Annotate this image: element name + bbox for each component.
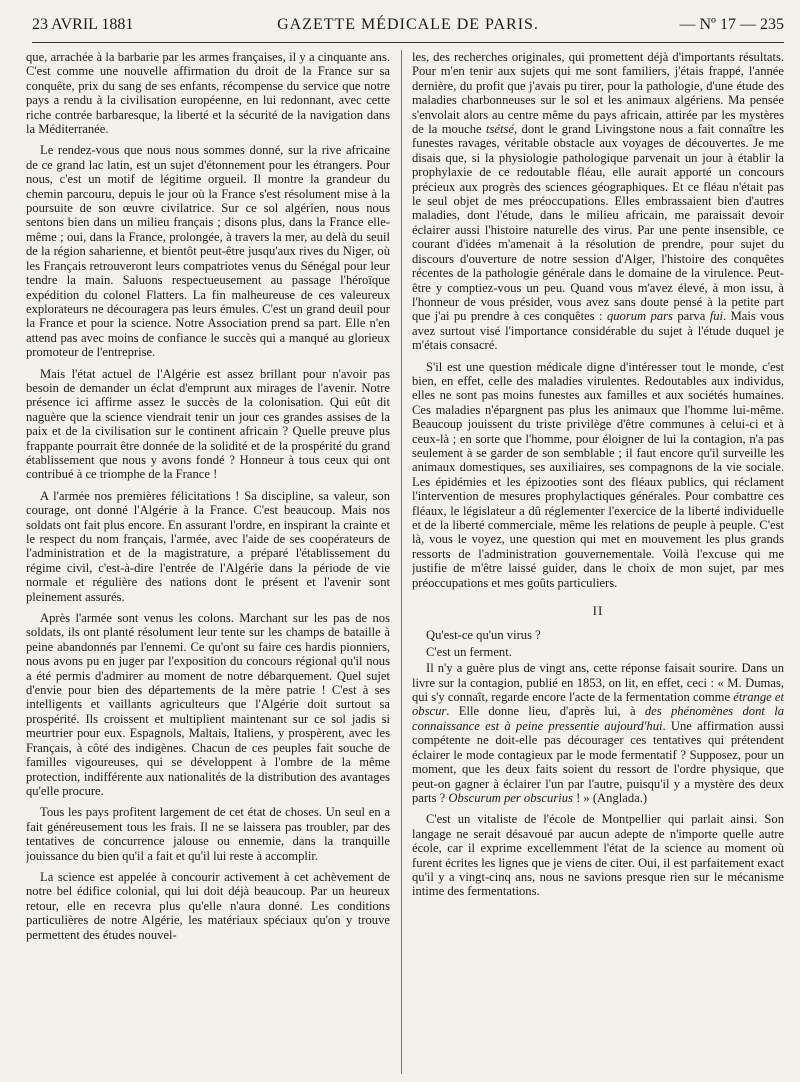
paragraph: A l'armée nos premières félicitations ! Sa discipline, sa valeur, son courage, ont donné l'Algérie à la France. C'est beaucoup. Mais nos soldats ont fait plus encore. En assurant l'ordre, en inspirant la crainte et le respect du nom français, l'armée, avec l'aide de ses coopérateurs de l'administration et de la magistrature, a préparé l'établissement du régime civil, c'est-à-dire l'entrée de l'Algérie dans la période de vie normale et régulière des nations dont le présent et l'avenir sont pleinement assurés.: [26, 488, 390, 604]
right-column: [412, 50, 784, 1074]
section-heading: II: [592, 603, 604, 619]
paragraph: La science est appelée à concourir activement à cet achèvement de notre bel édifice colonial, qui lui doit déjà beaucoup. Par un heureux retour, elle en recevra plus qu'elle n'aura donné. Les conditions particulières de notre Algérie, les matériaux spéciaux qu'on y trouve permettent des études nouvel-: [26, 869, 390, 942]
emphasis: quorum pars: [606, 309, 673, 324]
emphasis: Obscurum per obscurius: [448, 790, 573, 805]
issue-date: 23 AVRIL 1881: [32, 16, 134, 33]
page-header: [32, 14, 784, 40]
issue-number: — Nº 17 — 235: [679, 16, 784, 33]
left-column: [26, 50, 390, 1074]
paragraph: S'il est une question médicale digne d'intéresser tout le monde, c'est bien, en effet, celle des maladies virulentes. Redoutables aux individus, elles ne sont pas moins funestes aux familles et aux sociétés humaines. Ces maladies n'épargnent pas plus les animaux que l'homme lui-même. Beaucoup jouissent du triste privilège d'être communes à celui-ci et à ceux-là ; en sorte que l'homme, pour éloigner de lui la contagion, n'a pas seulement à se garder de son semblable ; il faut encore qu'il surveille les animaux domestiques, ses auxiliaires, ses compagnons de la vie sociale. Les épidémies et les épizooties sont des fléaux publics, qui réclament l'intervention de mesures prophylactiques générales. Pour combattre ces fléaux, le législateur a dû réglementer l'exercice de la liberté individuelle et de la liberté commerciale, même les relations de peuple à peuple. C'est là, vous le voyez, une question qui met en mouvement les plus grands ressorts de l'administration gouvernementale. Voilà l'excuse qui me justifie de m'être laissé guider, dans le choix de mon sujet, par mes préoccupations et mes goûts particuliers.: [412, 359, 784, 590]
paragraph: C'est un vitaliste de l'école de Montpellier qui parlait ainsi. Son langage ne serait désavoué par aucun adepte de n'importe quelle autre école, car il exprime excellemment l'état de la science au moment où furent écrites les lignes que je viens de citer. Oui, il est parfaitement exact qu'il y a vingt-cinq ans, nous ne savions presque rien sur le mécanisme intime des fermentations.: [412, 812, 784, 899]
emphasis: fui: [709, 309, 724, 324]
paragraph: Le rendez-vous que nous nous sommes donné, sur la rive africaine de ce grand lac latin, est un sujet d'étonnement pour les étrangers. Pour nous, c'est un motif de légitime orgueil. Il montre la grandeur du chemin parcouru, depuis le jour où la France s'est résolument mise à la poursuite de son œuvre civilatrice. Sur ce sol algérien, nous nous sentons bien dans un milieu français ; disons plus, dans la France elle-même ; oui, dans la France, prolongée, à travers la mer, au delà du seuil de la région saharienne, et bientôt peut-être jusqu'aux rives du Niger, où les Français retrouveront leurs compatriotes venus du Sénégal pour leur tendre la main. Saluons respectueusement au passage l'héroïque expédition du colonel Flatters. La fin malheureuse de ces valeureux explorateurs ne découragera pas leurs émules. C'est un grand deuil pour la France et pour la science. Notre Association prend sa part. Elle n'en attend pas avec moins de confiance le succès qui a manqué au glorieux promoteur de l'entreprise.: [26, 143, 390, 360]
paragraph: C'est un ferment.: [426, 644, 512, 659]
paragraph: Qu'est-ce qu'un virus ?: [426, 628, 541, 643]
emphasis: tsétsé: [486, 122, 514, 137]
publication-title: GAZETTE MÉDICALE DE PARIS.: [277, 16, 539, 33]
paragraph: Tous les pays profitent largement de cet état de choses. Un seul en a fait généreusement tous les frais. Il ne se laissera pas troubler, par des tentatives de concurrence jalouse ou ennemie, dans la tranquille jouissance du bien qu'il a fait et qu'il lui reste à accomplir.: [26, 805, 390, 863]
paragraph: Mais l'état actuel de l'Algérie est assez brillant pour n'avoir pas besoin de demander un éclat d'emprunt aux mirages de l'avenir. Notre présence ici affirme assez le succès de la colonisation. Qui eût dit naguère que la science viendrait tenir un jour ces grandes assises de la paix et de la civilisation sur le continent africain ? Quelle preuve plus frappante pourrait être donnée de la solidité et de la prospérité du grand établissement que nous y avons fondé ? Honneur à tous ceux qui ont contribué à ce triomphe de la France !: [26, 366, 390, 482]
column-divider: [401, 50, 402, 1074]
paragraph: les, des recherches originales, qui promettent déjà d'importants résultats. Pour m'en tenir aux sujets qui me sont familiers, j'étais frappé, l'année dernière, du profit que j'avais pu tirer, pour la pathologie, d'une étude des maladies charbonneuses sur le sol et les animaux algériens. Ma pensée s'envolait alors au centre même du pays africain, attirée par les mystères de la mouche tsétsé, dont le grand Livingstone nous a fait connaître les funestes ravages, véritable obstacle aux voyages de découvertes. Je me disais que, si la physiologie pathologique parvenait un jour à établir la prophylaxie de ce redoutable fléau, elle aurait apporté un concours précieux aux progrès des sciences géographiques. Et ce fléau n'était pas le seul objet de mes préoccupations. Elles embrassaient bien d'autres maladies, dont l'étude, dans le milieu africain, me paraissait devoir éclairer aussi l'histoire naturelle des virus. Par une pente insensible, ce courant d'idées m'amenait à la résolution de prendre, pour sujet du discours d'ouverture de notre session d'Alger, l'histoire des conquêtes récentes de la pathologie générale dans le domaine de la virulence. Peut-être y comptiez-vous un peu. Quand vous m'avez élevé, à mon issu, à l'honneur de vous présider, vous avez sans doute pensé à la petite part que j'ai pu prendre à ces conquêtes : quorum pars parva fui. Mais vous avez surtout visé l'importance considérable du sujet à l'étude duquel je m'étais consacré.: [412, 50, 784, 353]
header-rule: [32, 42, 784, 43]
emphasis: des phénomènes dont la connaissance est à peine pressentie aujourd'hui: [412, 704, 784, 733]
emphasis: étrange et obscur: [412, 690, 784, 719]
paragraph: Il n'y a guère plus de vingt ans, cette réponse faisait sourire. Dans un livre sur la contagion, publié en 1853, on lit, en effet, ceci : « M. Dumas, qui s'y connaît, regarde encore l'acte de la fermentation comme étrange et obscur. Elle donne lieu, d'après lui, à des phénomènes dont la connaissance est à peine pressentie aujourd'hui. Une affirmation aussi compétente ne doit-elle pas décourager ces tentatives qui prétendent éclairer le mode contagieux par le mode fermentatif ? Supposez, pour un moment, que les deux faits soient du ressort de l'ordre physique, que peut-on gagner à éclairer l'un par l'autre, puisqu'il y a mystère des deux parts ? Obscurum per obscurius ! » (Anglada.): [412, 661, 784, 805]
paragraph: que, arrachée à la barbarie par les armes françaises, il y a cinquante ans. C'est comme une nouvelle affirmation du droit de la France sur sa conquête, prix du sang de ses enfants, récompense du service que notre pays a rendu à la civilisation européenne, en lui redonnant, avec cette riche contrée barbaresque, la liberté et la sécurité de la navigation dans la Méditerranée.: [26, 50, 390, 137]
paragraph: Après l'armée sont venus les colons. Marchant sur les pas de nos soldats, ils ont planté résolument leur tente sur les champs de bataille à peine abandonnés par l'ennemi. Ce qu'ont su faire ces hardis pionniers, nous avons pu en juger par l'exposition du concours régional qu'il nous a été permis d'admirer au moment de notre débarquement. Quel sujet d'envie pour bien des départements de la mère patrie ! C'est à ses intelligents et vaillants agriculteurs que l'Algérie doit surtout sa prospérité. Ils croissent et multiplient maintenant sur ce sol jadis si meurtrier pour eux. Espagnols, Maltais, Italiens, y prospèrent, avec les Français, à côté des indigènes. Chacun de ces peuples fait souche de familles vigoureuses, qui se développent à l'ombre de la même protection, indifférente aux nationalités de la distribution des avantages qu'elle procure.: [26, 611, 390, 798]
